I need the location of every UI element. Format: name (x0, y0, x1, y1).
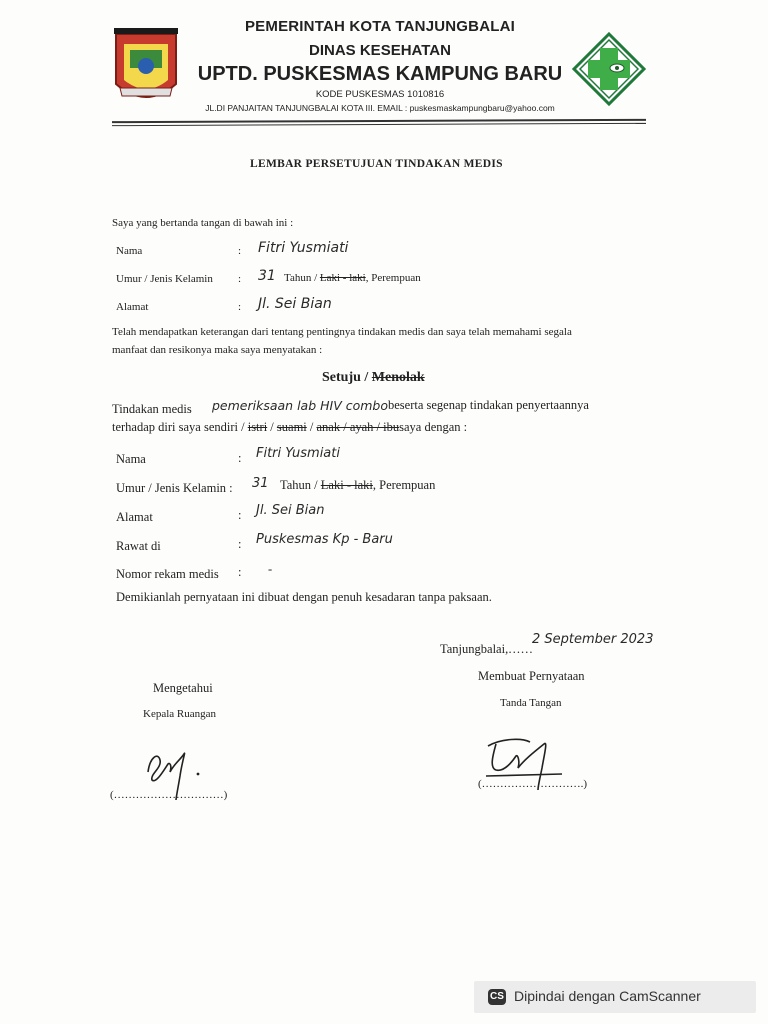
header-code: KODE PUSKESMAS 1010816 (315, 89, 445, 100)
s2-ward-label: Rawat di (116, 539, 161, 553)
s1-gender-kept: , Perempuan (365, 272, 421, 284)
document-title: LEMBAR PERSETUJUAN TINDAKAN MEDIS (250, 158, 503, 170)
s1-age-label: Umur / Jenis Kelamin (116, 273, 213, 285)
s1-name-label: Nama (116, 245, 143, 257)
sign-left-title: Mengetahui (153, 681, 213, 695)
decision-agree: Setuju (322, 370, 361, 385)
s2-age-label: Umur / Jenis Kelamin : (116, 481, 233, 495)
s1-name-value: Fitri Yusmiati (258, 240, 349, 256)
procedure-line-2: terhadap diri saya sendiri / istri / suami / anak / ayah / ibusaya dengan : (112, 420, 468, 434)
camscanner-label: Dipindai dengan CamScanner (514, 988, 701, 1004)
opt-anak: anak / ayah / ibu (316, 420, 400, 434)
s2-age-unit: Tahun / Laki - laki, Perempuan (280, 478, 436, 492)
statement-line-2: manfaat dan resikonya maka saya menyatakan : (112, 344, 323, 356)
s2-colon: : (238, 537, 242, 551)
procedure-value: pemeriksaan lab HIV combo (212, 398, 389, 413)
date-place: Tanjungbalai, (440, 642, 509, 656)
s2-colon: : (238, 451, 242, 465)
procedure-prefix: Tindakan medis (112, 402, 192, 416)
s2-address-label: Alamat (116, 510, 153, 524)
sign-right-role: Tanda Tangan (500, 697, 562, 709)
closing-text: Demikianlah pernyataan ini dibuat dengan penuh kesadaran tanpa paksaan. (116, 590, 492, 604)
opt-suami: suami (276, 420, 307, 434)
s1-gender-struck: Laki - laki (319, 272, 366, 284)
s2-name-value: Fitri Yusmiati (256, 446, 340, 461)
sign-right-placeholder: (……………………….) (478, 778, 588, 790)
decision: Setuju / Menolak (322, 370, 425, 385)
sign-left-role: Kepala Ruangan (143, 708, 216, 720)
s2-ward-value: Puskesmas Kp - Baru (256, 532, 393, 547)
intro-text: Saya yang bertanda tangan di bawah ini : (112, 217, 294, 229)
s1-colon: : (238, 273, 242, 285)
statement-line-1: Telah mendapatkan keterangan dari tentang pentingnya tindakan medis dan saya telah memahami segala (112, 326, 572, 338)
s2-colon: : (238, 565, 242, 579)
header-address: JL.DI PANJAITAN TANJUNGBALAI KOTA III. EMAIL : puskesmaskampungbaru@yahoo.com (205, 103, 555, 113)
s1-age-value: 31 (258, 268, 276, 284)
s2-record-value: - (268, 562, 273, 576)
s1-address-value: Jl. Sei Bian (258, 296, 332, 312)
s2-gender-struck: Laki - laki (320, 478, 373, 492)
header-divider-thin (112, 123, 646, 126)
date-value: 2 September 2023 (532, 632, 654, 647)
s1-colon: : (238, 301, 242, 313)
city-emblem-logo (110, 26, 182, 110)
s1-address-label: Alamat (116, 301, 149, 313)
s2-age-value: 31 (252, 476, 269, 491)
s1-colon: : (238, 245, 242, 257)
header-unit: UPTD. PUSKESMAS KAMPUNG BARU (197, 63, 563, 85)
s1-age-unit: Tahun / Laki - laki, Perempuan (284, 272, 421, 284)
procedure-suffix: beserta segenap tindakan penyertaannya (388, 398, 589, 412)
s2-record-label: Nomor rekam medis (116, 567, 219, 581)
header-department: DINAS KESEHATAN (309, 42, 451, 59)
s2-colon: : (238, 508, 242, 522)
s2-address-value: Jl. Sei Bian (256, 503, 325, 518)
header-government: PEMERINTAH KOTA TANJUNGBALAI (244, 18, 516, 35)
sign-right-title: Membuat Pernyataan (478, 669, 585, 683)
opt-istri: istri (247, 420, 268, 434)
camscanner-icon: CS (488, 989, 506, 1005)
s2-name-label: Nama (116, 452, 146, 466)
date-dots: …… (508, 642, 533, 656)
s2-gender-kept: , Perempuan (372, 478, 436, 492)
sign-left-placeholder: (…………………………) (110, 789, 228, 801)
decision-refuse: Menolak (371, 370, 425, 385)
puskesmas-cross-logo (572, 32, 646, 106)
